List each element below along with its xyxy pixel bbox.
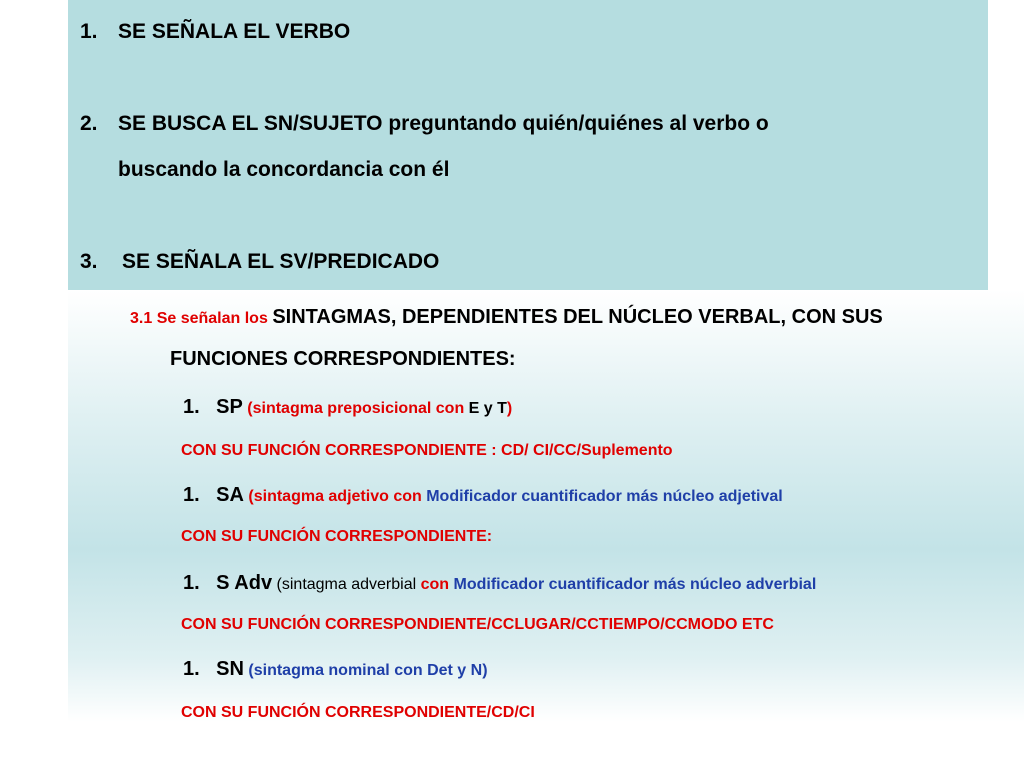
item-desc: (sintagma adjetivo con — [248, 488, 422, 505]
step-text-line2: buscando la concordancia con él — [118, 158, 450, 181]
item-name: S Adv — [216, 572, 273, 594]
item-desc-con: con — [420, 576, 450, 593]
step-2-continuation — [118, 158, 449, 182]
item-number: 1. — [183, 484, 200, 506]
item-sa — [183, 484, 783, 507]
item-desc: (sintagma adverbial — [276, 576, 417, 593]
item-desc-emph: E y T — [468, 400, 507, 417]
section-heading — [130, 306, 883, 329]
step-text: SE SEÑALA EL SV/PREDICADO — [122, 250, 440, 273]
section-title-line2: FUNCIONES CORRESPONDIENTES: — [170, 348, 516, 370]
item-number: 1. — [183, 572, 200, 594]
step-number: 3. — [80, 250, 98, 273]
item-function: CON SU FUNCIÓN CORRESPONDIENTE/CD/CI — [181, 704, 535, 721]
item-number: 1. — [183, 396, 200, 418]
section-title-line1: SINTAGMAS, DEPENDIENTES DEL NÚCLEO VERBAL, CON SUS — [272, 306, 883, 328]
item-name: SP — [216, 396, 243, 418]
item-number: 1. — [183, 658, 200, 680]
section-prefix: 3.1 Se señalan los — [130, 310, 268, 327]
item-name: SA — [216, 484, 244, 506]
item-desc-close: ) — [506, 400, 513, 417]
item-desc-emph: Modificador cuantificador más núcleo adverbial — [453, 576, 817, 593]
item-desc: (sintagma nominal con Det y N) — [248, 662, 488, 679]
item-desc-emph: Modificador cuantificador más núcleo adjetival — [426, 488, 783, 505]
step-text-line1: SE BUSCA EL SN/SUJETO preguntando quién/quiénes al verbo o — [118, 112, 769, 135]
item-sadv — [183, 572, 816, 595]
step-text: SE SEÑALA EL VERBO — [118, 20, 351, 43]
item-function: CON SU FUNCIÓN CORRESPONDIENTE : CD/ CI/CC/Suplemento — [181, 442, 673, 459]
step-number: 2. — [80, 112, 98, 135]
item-name: SN — [216, 658, 244, 680]
item-sp — [183, 396, 512, 419]
item-function: CON SU FUNCIÓN CORRESPONDIENTE: — [181, 528, 493, 545]
item-function: CON SU FUNCIÓN CORRESPONDIENTE/CCLUGAR/CCTIEMPO/CCMODO ETC — [181, 616, 774, 633]
item-sn — [183, 658, 488, 681]
item-desc: (sintagma preposicional con — [247, 400, 465, 417]
step-number: 1. — [80, 20, 98, 43]
